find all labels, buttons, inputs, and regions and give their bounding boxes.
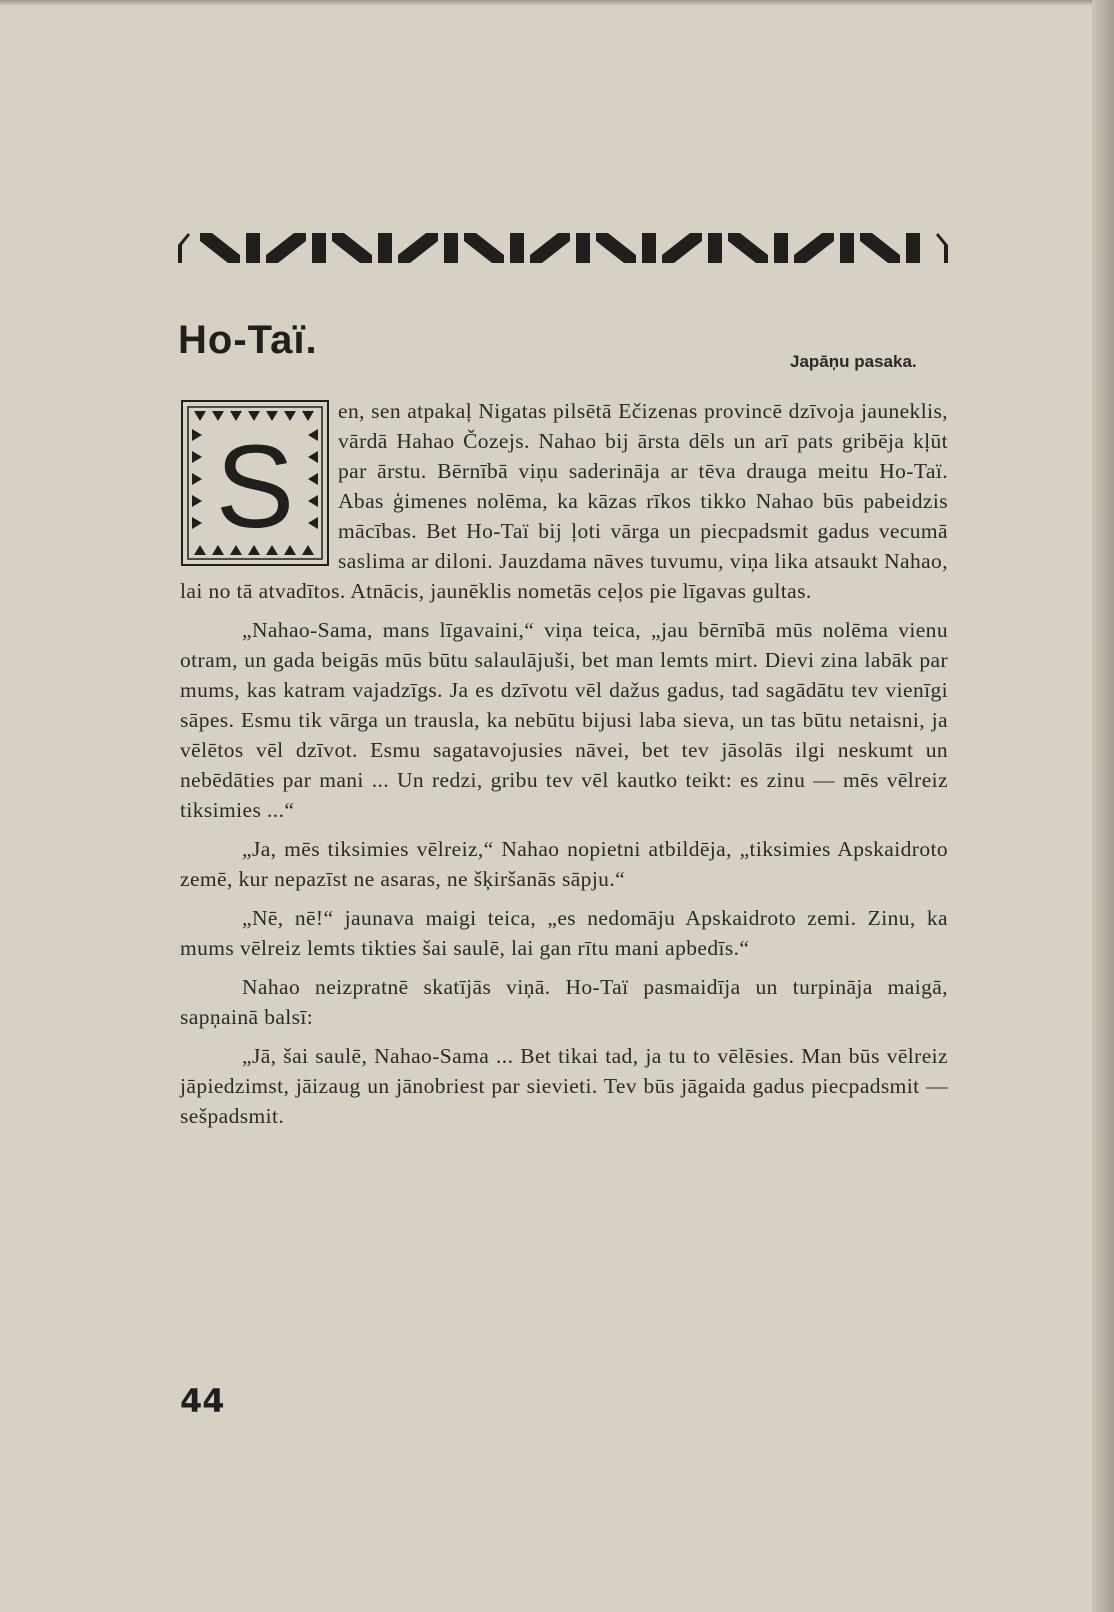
paragraph: „Nahao-Sama, mans līgavaini,“ viņa teica, „jau bērnībā mūs nolēma vienu otram, un gada beigās mūs būtu salaulājuši, bet man lemts mirt. Dievi zina labāk par mums, kas katram vajadzīgs. Ja es dzīvotu vēl dažus gadus, tad sagādātu tev vienīgi sāpes. Esmu tik vārga un trausla, ka nebūtu bijusi laba sieva, un tas būtu netaisni, ja vēlētos vēl dzīvot. Esmu sagatavojusies nāvei, bet tev jāsolās ilgi neskumt un nebēdāties par mani ... Un redzi, gribu tev vēl kautko teikt: es zinu — mēs vēlreiz tiksimies ...“	[180, 618, 948, 822]
story-title: Ho-Taï.	[178, 318, 318, 362]
dropcap-letter: S	[215, 421, 295, 553]
paragraph	[180, 396, 948, 606]
paragraph-text: en, sen atpakaļ Nigatas pilsētā Ečizenas provincē dzīvoja jauneklis, vārdā Hahao Čozejs. Nahao bij ārsta dēls un arī pats gribēja kļūt par ārstu. Bērnībā viņu saderināja ar tēva drauga meitu Ho-Taï. Abas ģimenes nolēma, ka kāzas rīkos tikko Nahao būs pabeidzis mācības. Bet Ho-Taï bij ļoti vārga un piecpadsmit gadus vecumā saslima ar diloni. Jauzdama nāves tuvumu, viņa lika atsaukt Nahao, lai no tā atvadītos. Atnācis, jaunēklis nometās ceļos pie līgavas gultas.	[180, 399, 948, 603]
paragraph: „Nē, nē!“ jaunava maigi teica, „es nedomāju Apskaidroto zemi. Zinu, ka mums vēlreiz lemts tikties šai saulē, lai gan rītu mani apbedīs.“	[180, 906, 948, 960]
paragraph: „Jā, šai saulē, Nahao-Sama ... Bet tikai tad, ja tu to vēlēsies. Man būs vēlreiz jāpiedzimst, jāizaug un jānobriest par sievieti. Tev būs jāgaida gadus piecpadsmit — sešpadsmit.	[180, 1044, 948, 1128]
page-spine-edge	[1092, 0, 1114, 1612]
header-ornament	[178, 225, 948, 263]
story-body	[180, 396, 948, 1131]
dropcap-spacer	[180, 396, 338, 574]
paragraph: „Ja, mēs tiksimies vēlreiz,“ Nahao nopietni atbildēja, „tiksimies Apskaidroto zemē, kur nepazīst ne asaras, ne šķiršanās sāpju.“	[180, 837, 948, 891]
story-subtitle: Japāņu pasaka.	[790, 352, 917, 371]
page-top-edge	[0, 0, 1114, 6]
page-number: 44	[180, 1382, 225, 1420]
paragraph: Nahao neizpratnē skatījās viņā. Ho-Taï pasmaidīja un turpināja maigā, sapņainā balsī:	[180, 975, 948, 1029]
